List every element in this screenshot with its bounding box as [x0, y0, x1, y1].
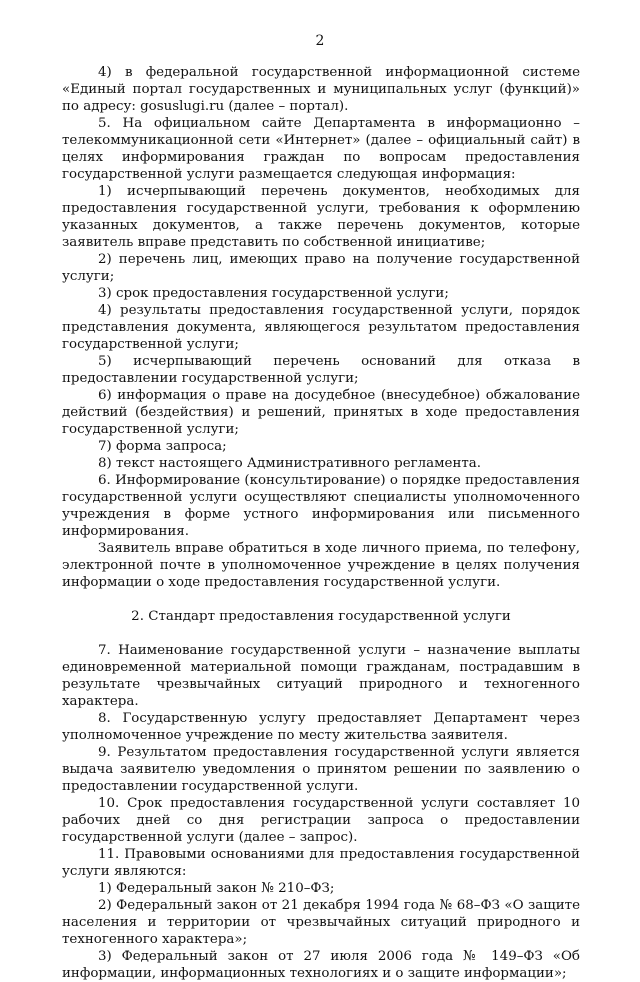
paragraph: 6) информация о праве на досудебное (внесудебное) обжалование действий (бездействия) и решений, принятых в ходе предоставления государственной услуги; — [62, 388, 580, 437]
paragraph: Заявитель вправе обратиться в ходе личного приема, по телефону, электронной почте в уполномоченное учреждение в целях получения информации о ходе предоставления государственной услуги. — [62, 541, 580, 590]
paragraph: 9. Результатом предоставления государственной услуги является выдача заявителю уведомления о принятом решении по заявлению о предоставлении государственной услуги. — [62, 745, 580, 794]
paragraph: 4) результаты предоставления государственной услуги, порядок представления документа, являющегося результатом предоставления государственной услуги; — [62, 303, 580, 352]
paragraph: 2) Федеральный закон от 21 декабря 1994 года № 68–ФЗ «О защите населения и территории от чрезвычайных ситуаций природного и техногенного характера»; — [62, 898, 580, 947]
paragraph: 6. Информирование (консультирование) о порядке предоставления государственной услуги осуществляют специалисты уполномоченного учреждения в форме устного информирования или письменного информирования. — [62, 473, 580, 539]
paragraph: 1) Федеральный закон № 210–ФЗ; — [98, 881, 335, 896]
paragraph: 4) в федеральной государственной информационной системе «Единый портал государственных и муниципальных услуг (функций)» по адресу: gosuslugi.ru (далее – портал). — [62, 65, 580, 114]
paragraph: 8. Государственную услугу предоставляет Департамент через уполномоченное учреждение по месту жительства заявителя. — [62, 711, 580, 743]
paragraph: 5) исчерпывающий перечень оснований для отказа в предоставлении государственной услуги; — [62, 354, 580, 386]
paragraph: 1) исчерпывающий перечень документов, необходимых для предоставления государственной услуги, требования к оформлению указанных документов, а также перечень документов, которые заявитель вправе представить по собственной инициативе; — [62, 184, 580, 250]
paragraph: 10. Срок предоставления государственной услуги составляет 10 рабочих дней со дня регистрации запроса о предоставлении государственной услуги (далее – запрос). — [62, 796, 580, 845]
page-number: 2 — [315, 33, 325, 49]
paragraph: 7) форма запроса; — [98, 439, 227, 454]
paragraph: 11. Правовыми основаниями для предоставления государственной услуги являются: — [62, 847, 580, 879]
paragraph: 5. На официальном сайте Департамента в информационно – телекоммуникационной сети «Интернет» (далее – официальный сайт) в целях информирования граждан по вопросам предоставления государственной услуги размещается следующая информация: — [62, 116, 580, 182]
paragraph: 7. Наименование государственной услуги – назначение выплаты единовременной материальной помощи гражданам, пострадавшим в результате чрезвычайных ситуаций природного и техногенного характера. — [62, 643, 580, 709]
paragraph: 2) перечень лиц, имеющих право на получение государственной услуги; — [62, 252, 580, 284]
paragraph: 3) Федеральный закон от 27 июля 2006 года № 149–ФЗ «Об информации, информационных технологиях и о защите информации»; — [62, 949, 580, 981]
document-body — [62, 64, 580, 982]
paragraph: 8) текст настоящего Административного регламента. — [98, 456, 482, 471]
paragraph: 3) срок предоставления государственной услуги; — [98, 286, 449, 301]
section-heading: 2. Стандарт предоставления государственной услуги — [131, 609, 511, 624]
